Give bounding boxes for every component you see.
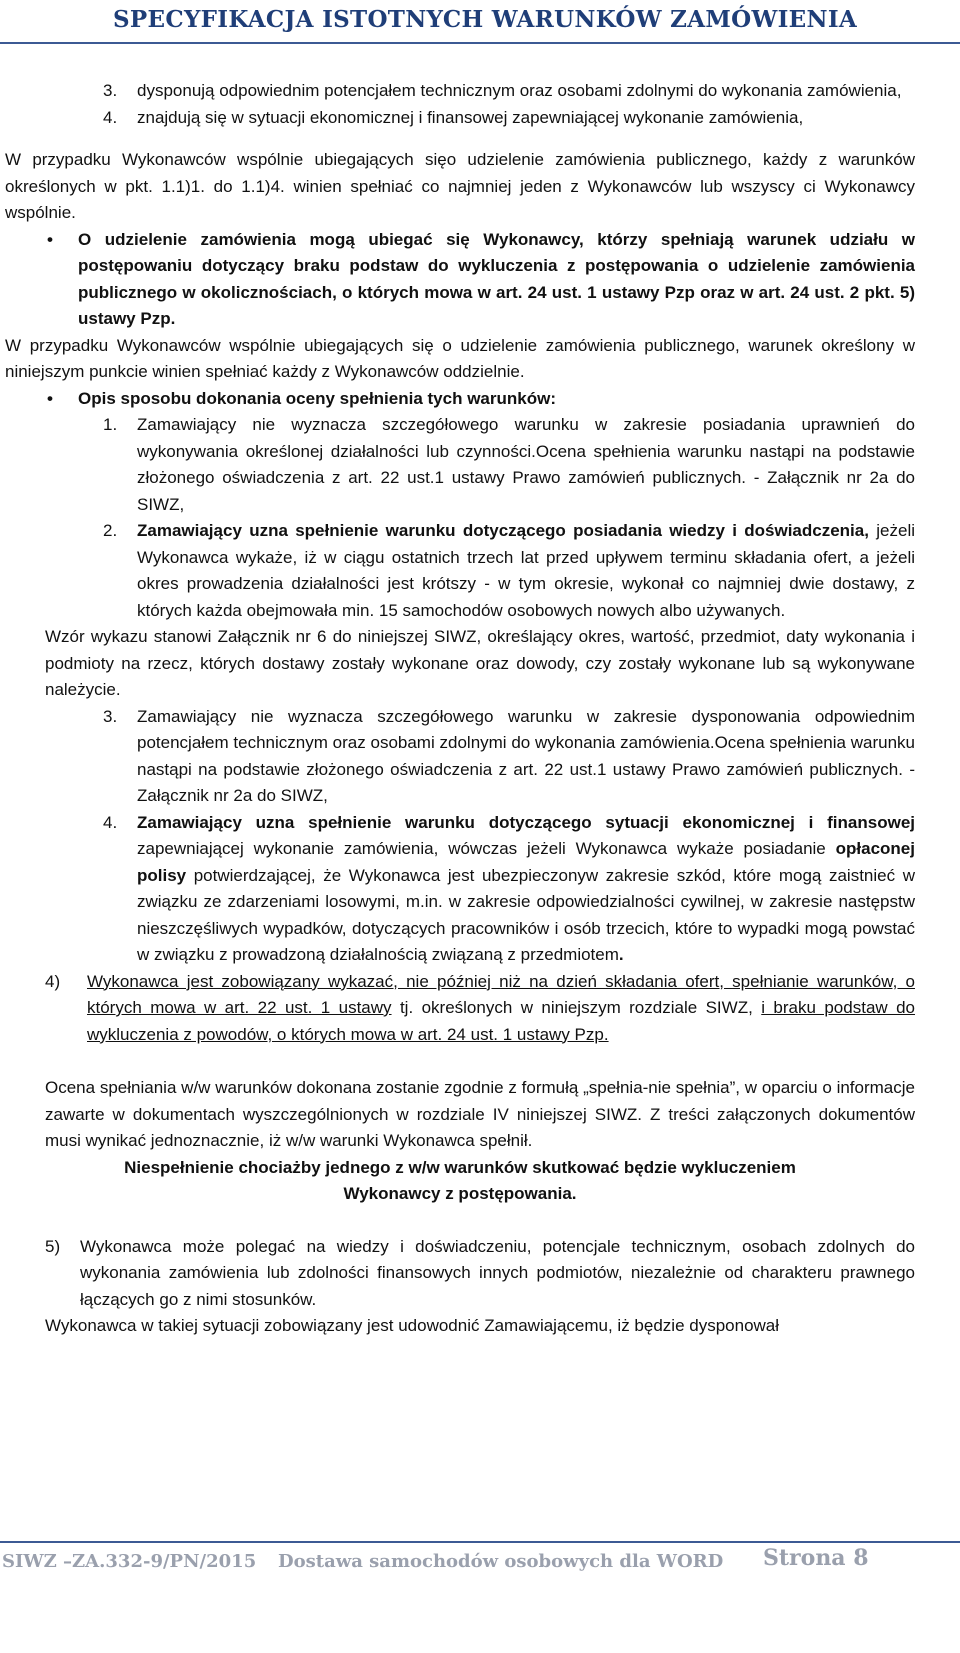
footer-reference: SIWZ –ZA.332-9/PN/2015 <box>2 1551 257 1572</box>
assessment-item-2: 2. Zamawiający uzna spełnienie warunku dotyczącego posiadania wiedzy i doświadczenia, jeżeli Wykonawca wykaże, iż w ciągu ostatnich trzech lat przed upływem terminu składania ofert, a jeżeli okres prowadzenia działalności jest krótszy - w tym okresie, wykonał co najmniej dwie dostawy, z których każda obejmowała min. 15 samochodów osobowych nowych albo używanych. <box>103 521 916 620</box>
spacer <box>5 131 915 147</box>
header-divider <box>0 42 960 44</box>
bullet-icon: • <box>47 388 53 408</box>
paragraph-consortium-2: W przypadku Wykonawców wspólnie ubiegających się o udzielenie zamówienia publicznego, warunek określony w niniejszym punkcie winien spełniać każdy z Wykonawców oddzielnie. <box>5 335 915 381</box>
point-4: 4) Wykonawca jest zobowiązany wykazać, nie później niż na dzień składania ofert, spełnianie warunków, o których mowa w art. 22 ust. 1 ustawy tj. określonych w niniejszym rozdziale SIWZ, i braku podstaw do wykluczenia z powodów, o których mowa w art. 24 ust. 1 ustawy Pzp. <box>45 971 915 1044</box>
warning-line-1: Niespełnienie chociażby jednego z w/w warunków skutkować będzie wykluczeniem <box>124 1157 796 1177</box>
warning-line-2: Wykonawcy z postępowania. <box>343 1184 577 1203</box>
page-header <box>0 0 960 44</box>
document-body <box>5 78 915 1340</box>
list-item: 4. znajdują się w sytuacji ekonomicznej i finansowej zapewniającej wykonanie zamówienia, <box>103 107 804 127</box>
assessment-item-4: 4. Zamawiający uzna spełnienie warunku dotyczącego sytuacji ekonomicznej i finansowej zapewniającej wykonanie zamówienia, wówczas jeżeli Wykonawca wykaże posiadanie opłaconej polisy potwierdzającej, że Wykonawca jest ubezpieczonyw zakresie szkód, które mogą zaistnieć w związku ze zdarzeniami losowymi, m.in. w zakresie odpowiedzialności cywilnej, w zakresie następstw nieszczęśliwych wypadków, dotyczących pracowników i osób trzecich, które to wypadki mogą powstać w związku z prowadzoną działalnością związaną z przedmiotem. <box>103 812 915 964</box>
spacer <box>5 1208 915 1234</box>
assessment-item-1: 1. Zamawiający nie wyznacza szczegółowego warunku w zakresie posiadania uprawnień do wykonywania określonej działalności lub czynności.Ocena spełnienia warunku nastąpi na podstawie złożonego oświadczenia z art. 22 ust.1 ustawy Prawo zamówień publicznych. - Załącznik nr 2a do SIWZ, <box>103 415 915 514</box>
spacer <box>5 1048 915 1075</box>
paragraph-ocena: Ocena spełniania w/w warunków dokonana zostanie zgodnie z formułą „spełnia-nie spełnia”, w oparciu o informacje zawarte w dokumentach wyszczególnionych w rozdziale IV niniejszej SIWZ. Z treści załączonych dokumentów musi wynikać jednoznacznie, iż w/w warunki Wykonawca spełnił. <box>45 1078 915 1150</box>
bullet-assessment: • Opis sposobu dokonania oceny spełnienia tych warunków: <box>5 386 915 413</box>
document-title: SPECYFIKACJA ISTOTNYCH WARUNKÓW ZAMÓWIENIA <box>113 6 858 33</box>
bullet-icon: • <box>47 229 53 249</box>
footer-subject: Dostawa samochodów osobowych dla WORD <box>278 1551 724 1572</box>
point-5: 5) Wykonawca może polegać na wiedzy i doświadczeniu, potencjale technicznym, osobach zdolnych do wykonania zamówienia lub zdolności finansowych innych podmiotów, niezależnie od charakteru prawnego łączących go z nimi stosunków. <box>45 1236 915 1309</box>
page-number: Strona 8 <box>763 1545 869 1571</box>
paragraph-wzor: Wzór wykazu stanowi Załącznik nr 6 do niniejszej SIWZ, określający okres, wartość, przedmiot, daty wykonania i podmioty na rzecz, których dostawy zostały wykonane oraz dowody, czy zostały wykonane lub są wykonywane należycie. <box>45 627 915 699</box>
assessment-item-3: 3. Zamawiający nie wyznacza szczegółowego warunku w zakresie dysponowania odpowiednim potencjałem technicznym oraz osobami zdolnymi do wykonania zamówienia.Ocena spełnienia warunku nastąpi na podstawie złożonego oświadczenia z art. 22 ust.1 ustawy Prawo zamówień publicznych. - Załącznik nr 2a do SIWZ, <box>103 706 915 805</box>
list-item: 3. dysponują odpowiednim potencjałem technicznym oraz osobami zdolnymi do wykonania zamówienia, <box>103 81 902 100</box>
page-footer <box>0 1543 960 1583</box>
paragraph-consortium-1: W przypadku Wykonawców wspólnie ubiegających sięo udzielenie zamówienia publicznego, każdy z warunków określonych w pkt. 1.1)1. do 1.1)4. winien spełniać co najmniej jeden z Wykonawców lub wszyscy ci Wykonawcy wspólnie. <box>5 150 915 222</box>
bullet-exclusion: • O udzielenie zamówienia mogą ubiegać się Wykonawcy, którzy spełniają warunek udziału w postępowaniu dotyczący braku podstaw do wykluczenia z postępowania o udzielenie zamówienia publicznego w okolicznościach, o których mowa w art. 24 ust. 1 ustawy Pzp oraz w art. 24 ust. 2 pkt. 5) ustawy Pzp. <box>5 227 915 333</box>
paragraph-last: Wykonawca w takiej sytuacji zobowiązany jest udowodnić Zamawiającemu, iż będzie dysponował <box>45 1316 780 1335</box>
